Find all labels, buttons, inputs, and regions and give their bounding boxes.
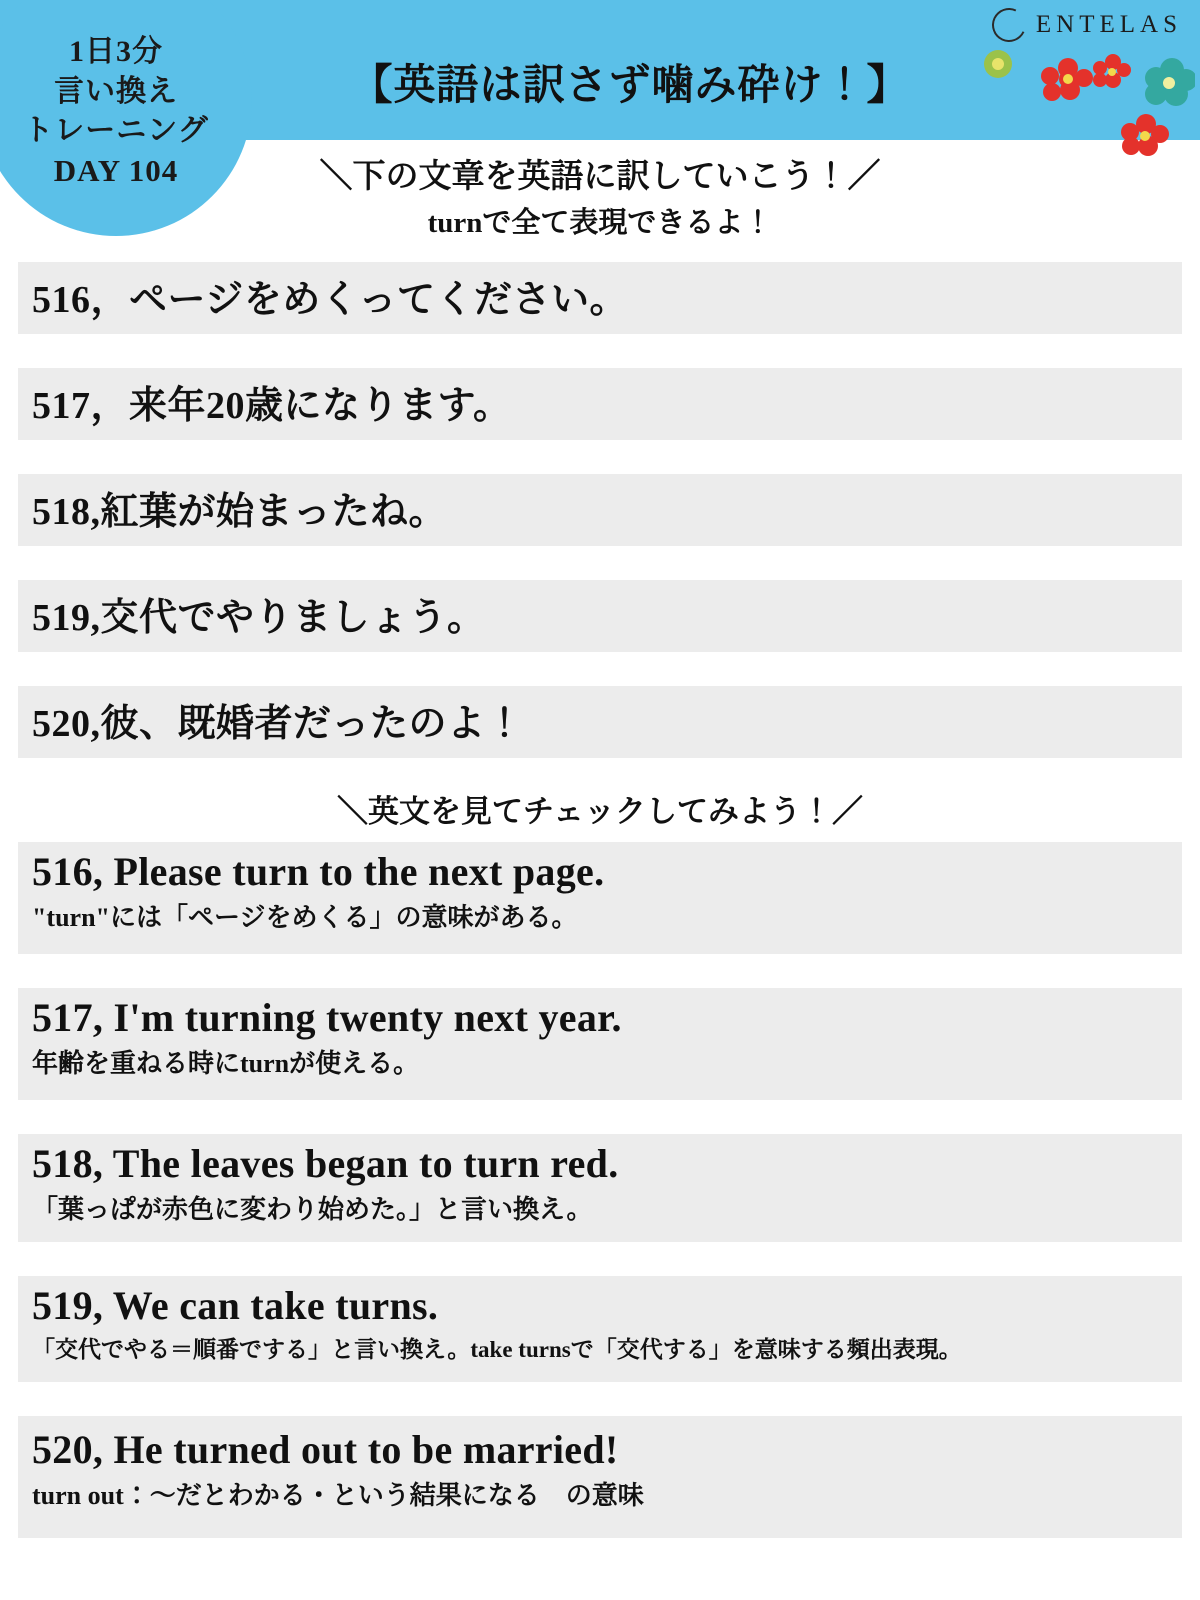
answer-row (18, 1134, 1182, 1242)
answer-english-519 (32, 1282, 1168, 1329)
question-row (18, 580, 1182, 652)
question-text-520 (32, 692, 1168, 747)
day-badge-line-1: 1日3分 (69, 35, 163, 69)
answer-number-520: 520, (32, 1427, 104, 1472)
check-instruction: ＼英文を見てチェックしてみよう！／ (336, 794, 864, 829)
instruction-line-2: turnで全て表現できるよ！ (427, 207, 773, 239)
instruction-line-1: ＼下の文章を英語に訳していこう！／ (319, 159, 881, 195)
answer-number-517: 517, (32, 995, 104, 1040)
answer-note-520: turn out：〜だとわかる・という結果になる の意味 (32, 1481, 644, 1510)
question-body-520: 彼、既婚者だったのよ！ (100, 703, 525, 745)
answer-sentence-520: He turned out to be married! (113, 1427, 619, 1472)
question-text-519 (32, 586, 1168, 641)
answer-english-516 (32, 848, 1168, 895)
answer-note-519: 「交代でやる＝順番でする」と言い換え。take turnsで「交代する」を意味する頻出表現。 (32, 1337, 962, 1362)
question-row (18, 686, 1182, 758)
question-number-517: 517， (32, 385, 130, 427)
question-row (18, 262, 1182, 334)
question-number-520: 520, (32, 703, 101, 745)
answer-row (18, 1416, 1182, 1538)
question-number-519: 519, (32, 597, 101, 639)
question-body-517: 来年20歳になります。 (129, 385, 512, 427)
answer-note-517: 年齢を重ねる時にturnが使える。 (32, 1049, 420, 1078)
question-number-516: 516， (32, 279, 130, 321)
answer-row (18, 842, 1182, 954)
answer-english-517 (32, 994, 1168, 1041)
brand-name: ENTELAS (1035, 11, 1182, 38)
answer-row (18, 1276, 1182, 1382)
answer-row (18, 988, 1182, 1100)
answer-english-520 (32, 1426, 1168, 1473)
answer-number-516: 516, (32, 849, 104, 894)
question-body-519: 交代でやりましょう。 (100, 597, 486, 639)
answer-note-516: "turn"には「ページをめくる」の意味がある。 (32, 903, 578, 932)
question-text-516 (32, 268, 1168, 323)
answer-sentence-517: I'm turning twenty next year. (113, 995, 622, 1040)
question-text-518 (32, 480, 1168, 535)
question-text-517 (32, 374, 1168, 429)
question-row (18, 474, 1182, 546)
day-badge-line-3: トレーニング (23, 114, 209, 148)
answer-note-518: 「葉っぱが赤色に変わり始めた。」と言い換え。 (32, 1195, 593, 1224)
answer-number-519: 519, (32, 1283, 104, 1328)
brand-logo (992, 8, 1182, 42)
page-title: 【英語は訳さず噛み砕け！】 (350, 63, 910, 109)
question-number-518: 518, (32, 491, 101, 533)
question-body-518: 紅葉が始まったね。 (100, 491, 448, 533)
answer-number-518: 518, (32, 1141, 104, 1186)
answer-sentence-518: The leaves began to turn red. (112, 1141, 619, 1186)
day-badge-line-4: DAY 104 (53, 152, 179, 188)
flower-decoration-group (980, 46, 1195, 181)
question-body-516: ページをめくってください。 (129, 279, 628, 321)
ring-logo-icon (987, 3, 1031, 47)
answer-sentence-519: We can take turns. (112, 1283, 439, 1328)
question-row (18, 368, 1182, 440)
answer-english-518 (32, 1140, 1168, 1187)
day-badge-line-2: 言い換え (54, 74, 178, 108)
answer-sentence-516: Please turn to the next page. (113, 849, 605, 894)
